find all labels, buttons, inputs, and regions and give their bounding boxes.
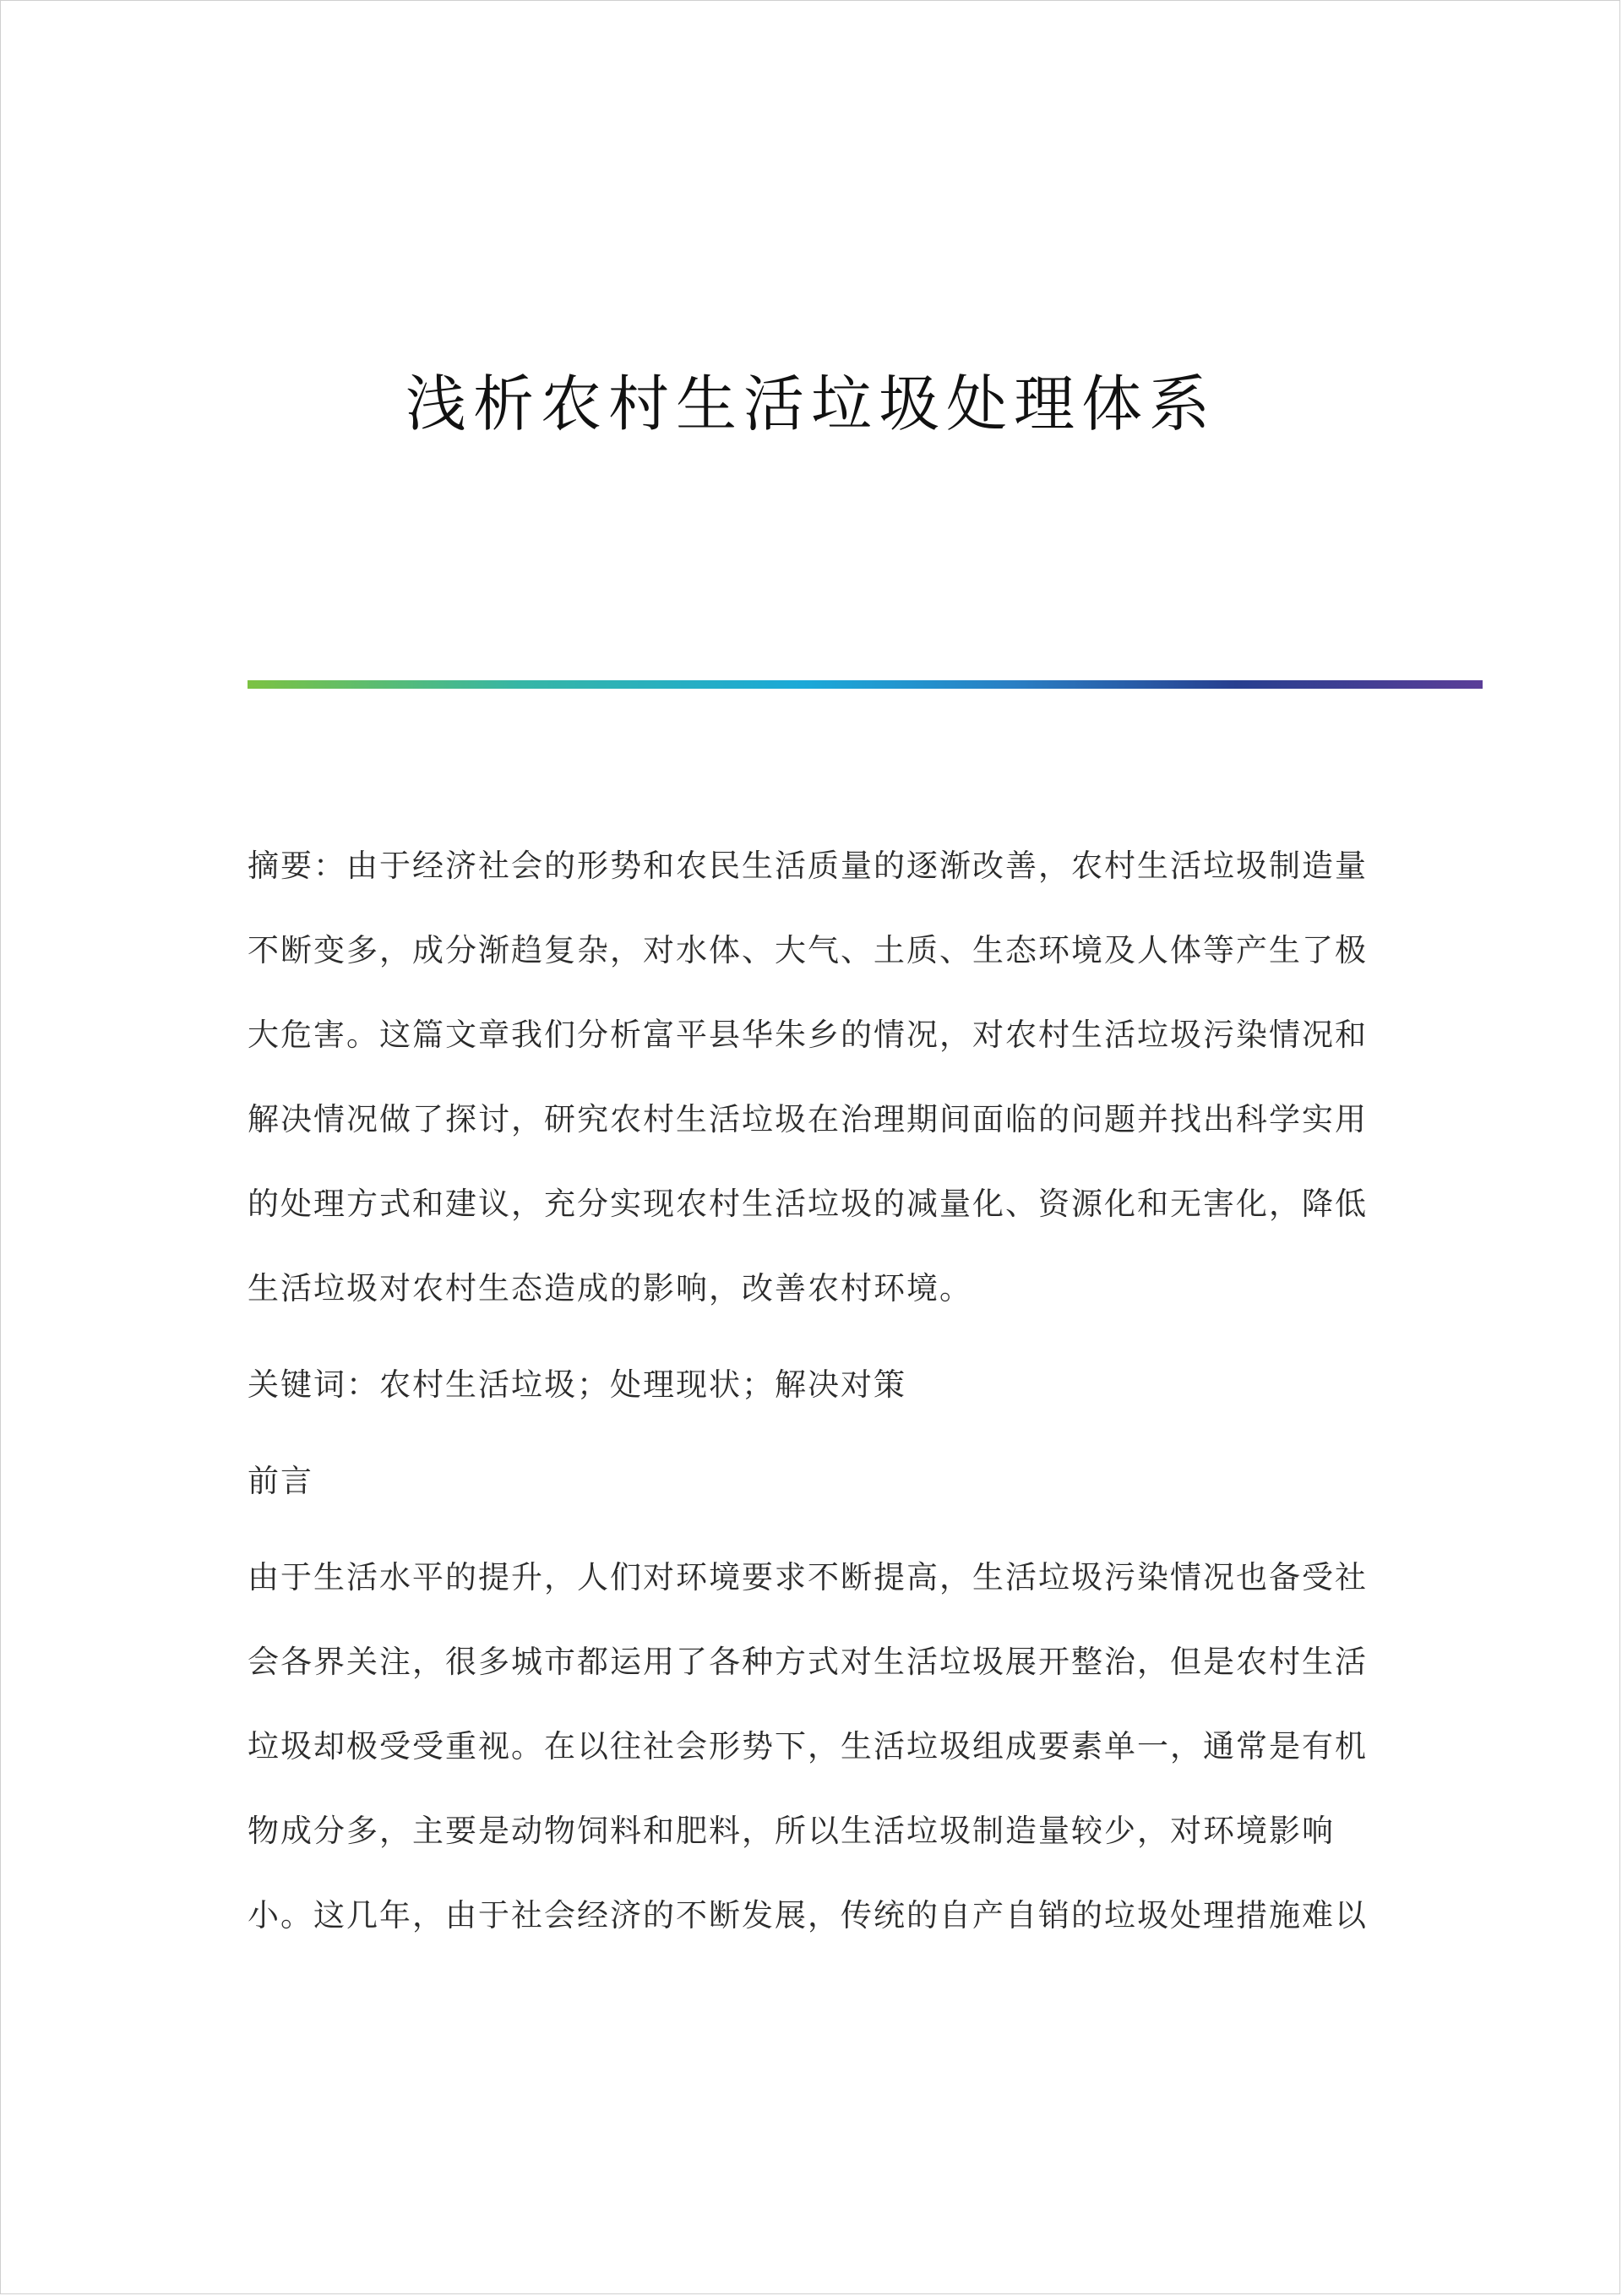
- abstract-line: 摘要：由于经济社会的形势和农民生活质量的逐渐改善，农村生活垃圾制造量: [248, 848, 1368, 884]
- body-paragraph: [248, 1535, 1368, 1958]
- document-body: [248, 824, 1368, 1970]
- abstract-line: 不断变多，成分渐趋复杂，对水体、大气、土质、生态环境及人体等产生了极: [248, 932, 1368, 968]
- abstract-line: 解决情况做了探讨，研究农村生活垃圾在治理期间面临的问题并找出科学实用: [248, 1101, 1368, 1137]
- abstract-line: 生活垃圾对农村生态造成的影响，改善农村环境。: [248, 1270, 972, 1306]
- abstract-paragraph: [248, 824, 1368, 1331]
- keywords-line: 关键词：农村生活垃圾；处理现状；解决对策: [248, 1366, 906, 1403]
- document-title: 浅析农村生活垃圾处理体系: [405, 368, 1216, 439]
- section-heading: [248, 1439, 1354, 1524]
- body-line: 小。这几年，由于社会经济的不断发展，传统的自产自销的垃圾处理措施难以: [248, 1897, 1368, 1933]
- body-line: 物成分多，主要是动物饲料和肥料，所以生活垃圾制造量较少，对环境影响: [248, 1813, 1335, 1849]
- abstract-line: 大危害。这篇文章我们分析富平县华朱乡的情况，对农村生活垃圾污染情况和: [248, 1017, 1368, 1053]
- keywords-paragraph: [248, 1343, 1354, 1427]
- abstract-line: 的处理方式和建议，充分实现农村生活垃圾的减量化、资源化和无害化，降低: [248, 1186, 1368, 1222]
- title-divider: [248, 680, 1483, 689]
- body-line: 由于生活水平的提升，人们对环境要求不断提高，生活垃圾污染情况也备受社: [248, 1559, 1368, 1595]
- section-heading-text: 前言: [248, 1463, 313, 1499]
- body-line: 垃圾却极受受重视。在以往社会形势下，生活垃圾组成要素单一，通常是有机: [248, 1728, 1368, 1764]
- body-line: 会各界关注，很多城市都运用了各种方式对生活垃圾展开整治，但是农村生活: [248, 1644, 1368, 1680]
